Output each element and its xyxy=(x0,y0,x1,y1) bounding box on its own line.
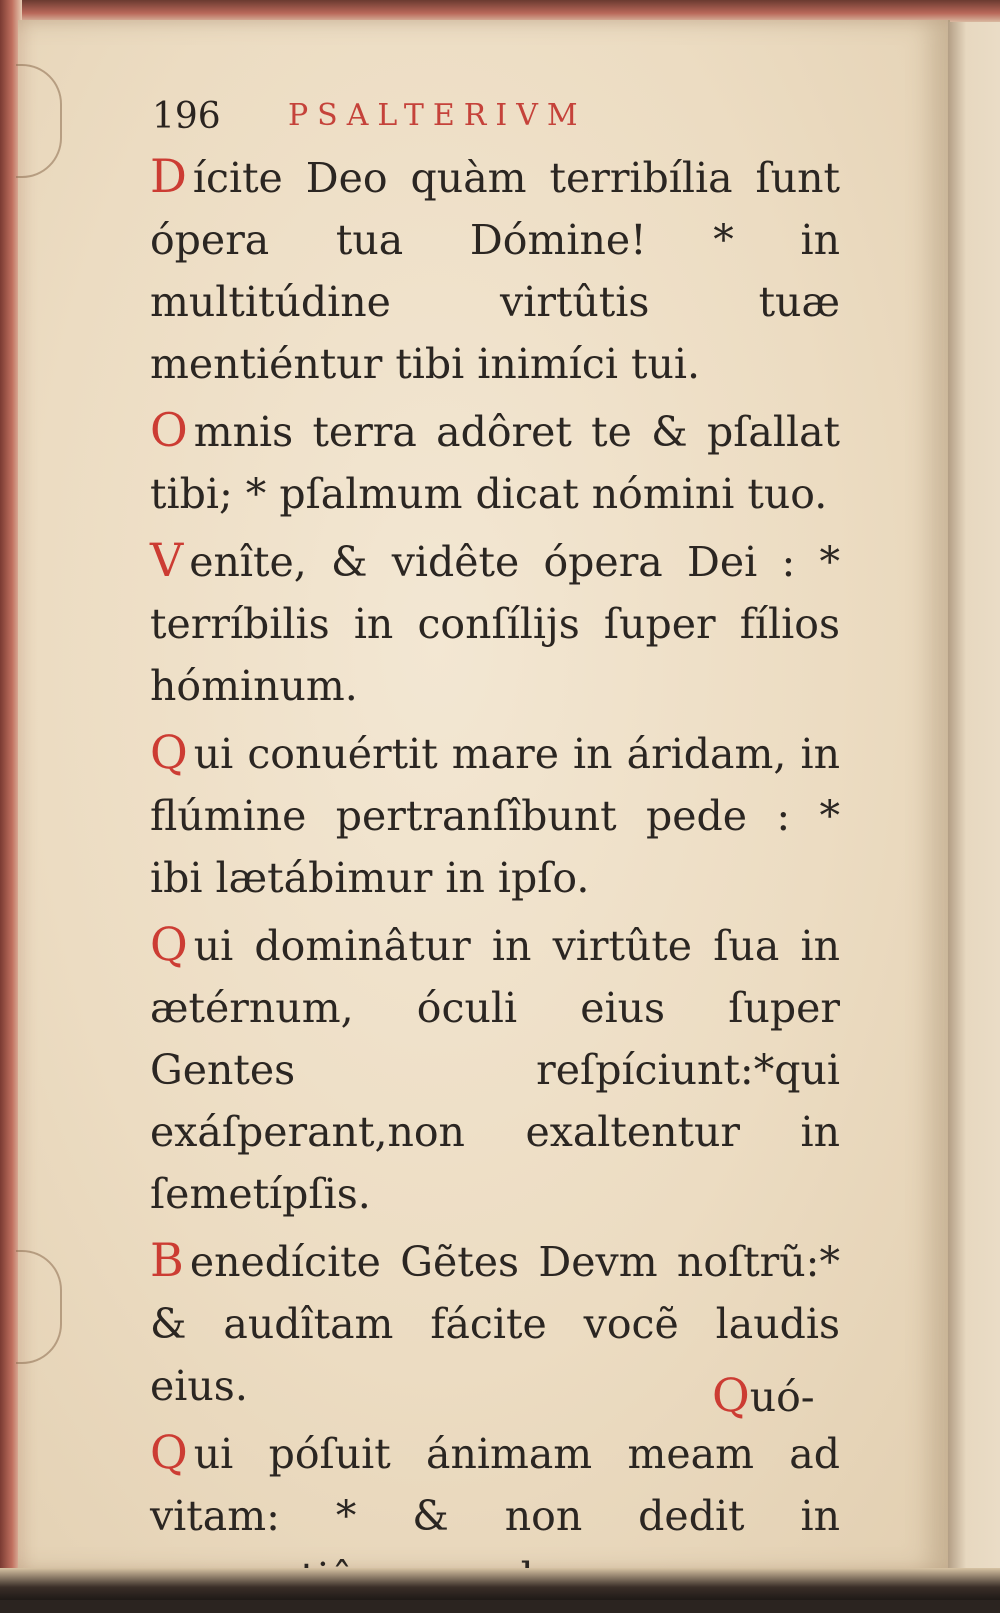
verse xyxy=(150,529,840,717)
verse-text: ui dominâtur in virtûte ſua in ætérnum, óculi eius ſuper Gentes reſpíciunt:*qui exáſperant,non exaltentur in ſemetípſis. xyxy=(150,922,840,1218)
running-title: PSALTERIVM xyxy=(288,98,587,133)
binding-top-edge xyxy=(0,0,1000,22)
bottom-edge xyxy=(0,1568,1000,1600)
catchword-text: uó- xyxy=(749,1373,815,1421)
verse-initial: D xyxy=(150,149,187,203)
verse-text: enedícite Gẽtes Devm noſtrũ:* & audîtam fácite vocẽ laudis eius. xyxy=(150,1238,840,1410)
page-number: 196 xyxy=(152,96,221,137)
verse-text: ui póſuit ánimam meam ad vitam: * & non dedit in xyxy=(150,1430,840,1540)
verse-initial: Q xyxy=(150,917,188,971)
verse-initial: O xyxy=(150,403,188,457)
verse-initial: B xyxy=(150,1233,184,1287)
catchword xyxy=(712,1368,815,1422)
verse xyxy=(150,913,840,1225)
verse-text: mnis terra adôret te & pſallat tibi; * pſalmum dicat nómini tuo. xyxy=(150,408,840,518)
verse xyxy=(150,145,840,395)
verse-initial: Q xyxy=(150,725,188,779)
verse-text: enîte, & vidête ópera Dei : * terríbilis in conſílijs ſuper fílios hóminum. xyxy=(150,538,840,710)
next-page-edge xyxy=(948,22,1000,1568)
page-tab-upper xyxy=(16,64,62,178)
catchword-initial: Q xyxy=(712,1368,750,1422)
verse-text: ui conuértit mare in áridam, in flúmine pertranſîbunt pede : * ibi lætábimur in ipſo. xyxy=(150,730,840,902)
verse-initial: Q xyxy=(150,1425,188,1479)
page-tab-lower xyxy=(16,1250,62,1364)
verse-text: ícite Deo quàm terribília ſunt ópera tua Dómine! * in multitúdine virtûtis tuæ mentiéntur tibi inimíci tui. xyxy=(150,154,840,388)
verse xyxy=(150,399,840,525)
verse-initial: V xyxy=(150,533,184,587)
verse xyxy=(150,721,840,909)
